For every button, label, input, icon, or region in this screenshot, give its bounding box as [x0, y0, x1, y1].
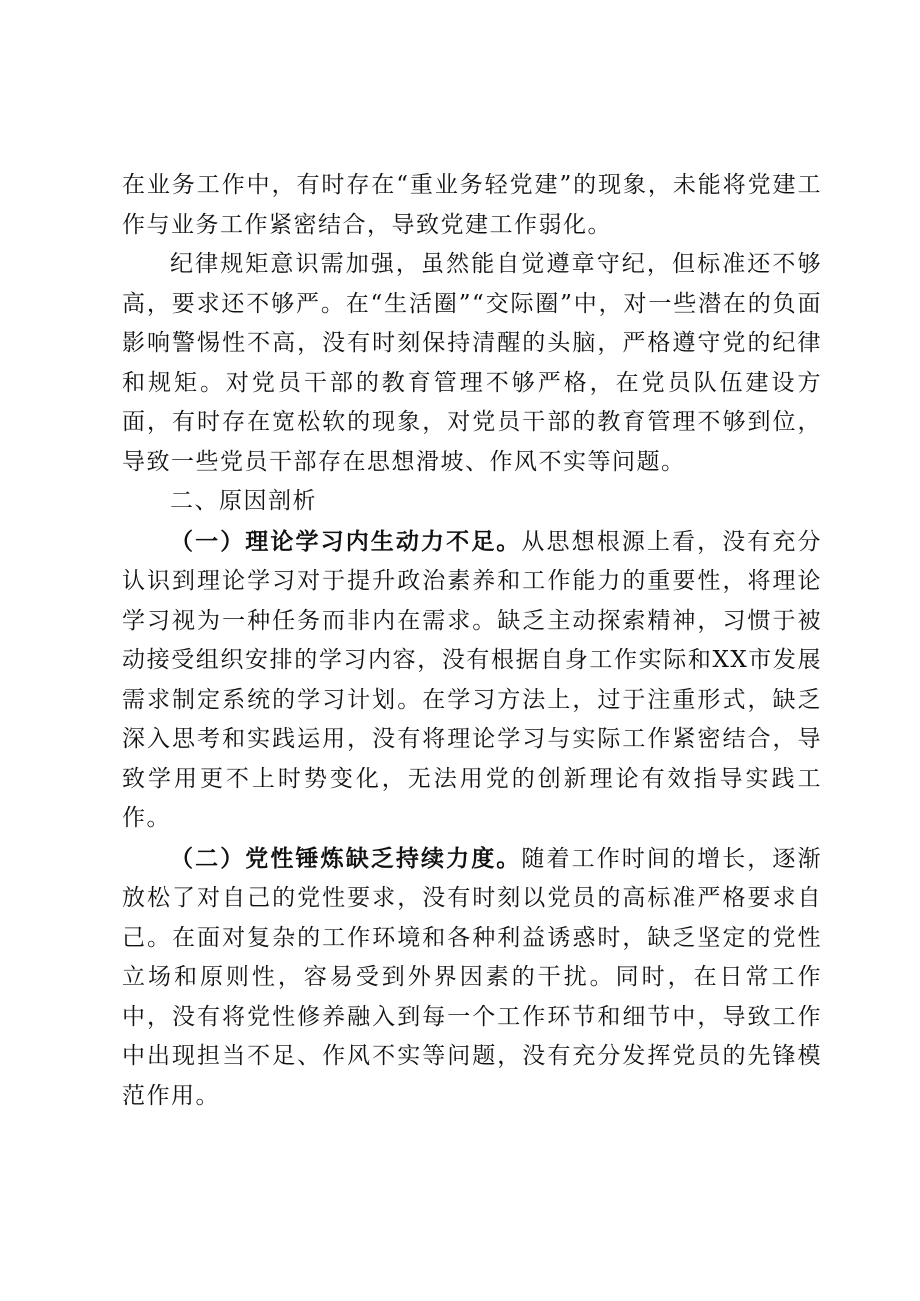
section-heading: 二、原因剖析: [170, 488, 317, 514]
paragraph-continuation: 在业务工作中，有时存在“重业务轻党建”的现象，未能将党建工作与业务工作紧密结合，导致党建工作弱化。: [122, 172, 822, 238]
paragraph-discipline: 纪律规矩意识需加强，虽然能自觉遵章守纪，但标准还不够高，要求还不够严。在“生活圈”“交际圈”中，对一些潜在的负面影响警惕性不高，没有时刻保持清醒的头脑，严格遵守党的纪律和规矩。对党员干部的教育管理不够严格，在党员队伍建设方面，有时存在宽松软的现象，对党员干部的教育管理不够到位，导致一些党员干部存在思想滑坡、作风不实等问题。: [122, 251, 822, 475]
document-body: [122, 166, 822, 1116]
subsection-theory-study: [122, 522, 822, 839]
subsection-body: 从思想根源上看，没有充分认识到理论学习对于提升政治素养和工作能力的重要性，将理论学习视为一种任务而非内在需求。缺乏主动探索精神，习惯于被动接受组织安排的学习内容，没有根据自身工作实际和XX市发展需求制定系统的学习计划。在学习方法上，过于注重形式，缺乏深入思考和实践运用，没有将理论学习与实际工作紧密结合，导致学用更不上时势变化，无法用党的创新理论有效指导实践工作。: [122, 528, 823, 831]
subsection-title: （二）党性锤炼缺乏持续力度。: [170, 844, 522, 872]
subsection-body: 随着工作时间的增长，逐渐放松了对自己的党性要求，没有时刻以党员的高标准严格要求自己。在面对复杂的工作环境和各种利益诱惑时，缺乏坚定的党性立场和原则性，容易受到外界因素的干扰。同时，在日常工作中，没有将党性修养融入到每一个工作环节和细节中，导致工作中出现担当不足、作风不实等问题，没有充分发挥党员的先锋模范作用。: [122, 845, 823, 1109]
subsection-title: （一）理论学习内生动力不足。: [170, 527, 522, 555]
subsection-party-spirit: [122, 839, 822, 1117]
